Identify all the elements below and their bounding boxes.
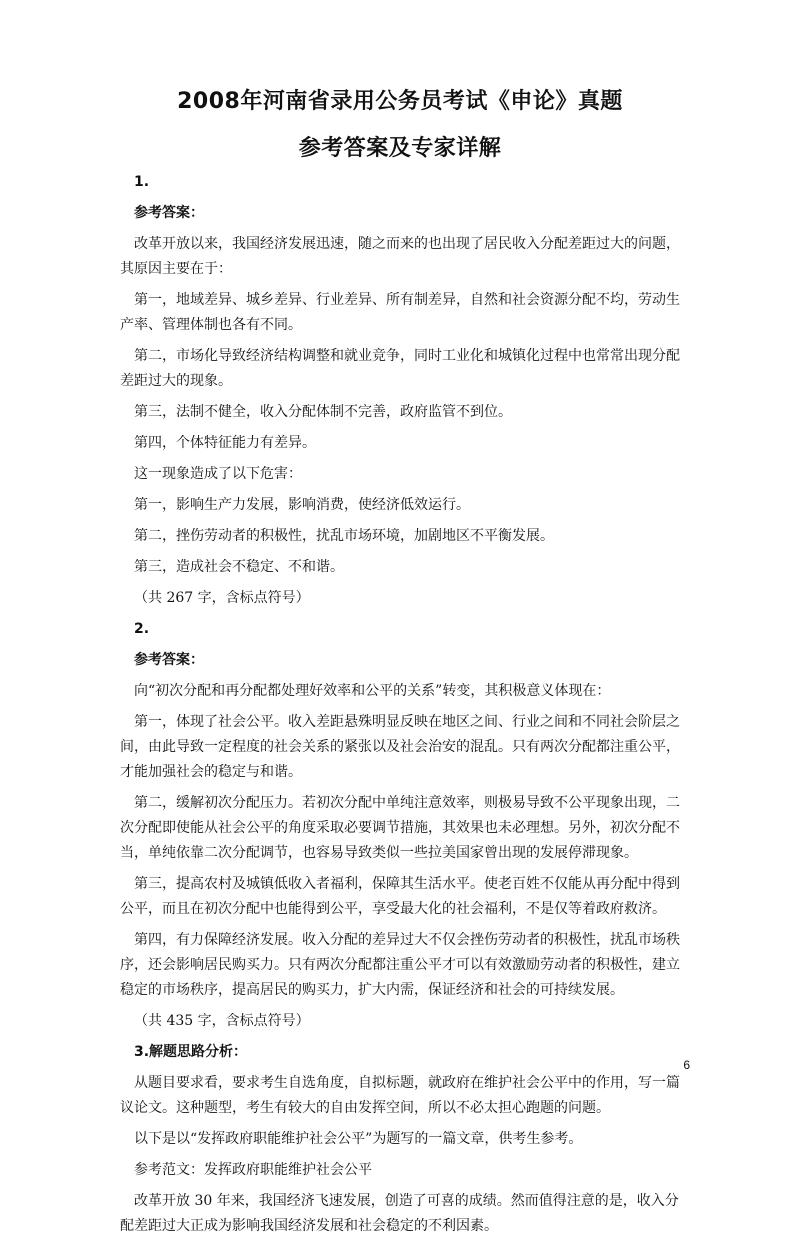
word-count: （共 435 字，含标点符号） [134,1013,310,1029]
paragraph: 第一，影响生产力发展，影响消费，使经济低效运行。 [134,497,470,513]
paragraph: 第一，地域差异、城乡差异、行业差异、所有制差异，自然和社会资源分配不均，劳动生产率、管理体制也各有不同。 [120,292,680,333]
paragraph: 参考范文：发挥政府职能维护社会公平 [134,1162,372,1178]
section-1-label: 参考答案： [134,205,204,221]
paragraph: 这一现象造成了以下危害： [134,466,302,482]
paragraph: 第一，体现了社会公平。收入差距悬殊明显反映在地区之间、行业之间和不同社会阶层之间，由此导致一定程度的社会关系的紧张以及社会治安的混乱。只有两次分配都注重公平，才能加强社会的稳定与和谐。 [120,714,680,780]
section-2-number: 2. [134,621,150,637]
word-count: （共 267 字，含标点符号） [134,590,310,606]
paragraph: 第二，挫伤劳动者的积极性，扰乱市场环境，加剧地区不平衡发展。 [134,528,554,544]
section-1-number: 1. [134,174,150,190]
section-3-heading: 3.解题思路分析： [134,1044,248,1060]
paragraph: 第二，市场化导致经济结构调整和就业竞争，同时工业化和城镇化过程中也常常出现分配差距过大的现象。 [120,348,680,389]
paragraph: 向“初次分配和再分配都处理好效率和公平的关系”转变，其积极意义体现在： [134,683,611,699]
document-body [120,170,690,1245]
paragraph: 改革开放 30 年来，我国经济飞速发展，创造了可喜的成绩。然而值得注意的是，收入分配差距过大正成为影响我国经济发展和社会稳定的不利因素。 [120,1193,679,1234]
paragraph: 以下是以“发挥政府职能维护社会公平”为题写的一篇文章，供考生参考。 [134,1131,583,1147]
paragraph: 改革开放以来，我国经济发展迅速，随之而来的也出现了居民收入分配差距过大的问题，其原因主要在于： [120,236,680,277]
paragraph: 第三，造成社会不稳定、不和谐。 [134,559,344,575]
document-subtitle: 参考答案及专家详解 [298,136,502,161]
paragraph: 第三，提高农村及城镇低收入者福利，保障其生活水平。使老百姓不仅能从再分配中得到公平，而且在初次分配中也能得到公平，享受最大化的社会福利，不是仅等着政府救济。 [120,876,680,917]
paragraph: 第四，有力保障经济发展。收入分配的差异过大不仅会挫伤劳动者的积极性，扰乱市场秩序，还会影响居民购买力。只有两次分配都注重公平才可以有效激励劳动者的积极性，建立稳定的市场秩序，提高居民的购买力，扩大内需，保证经济和社会的可持续发展。 [120,932,680,998]
paragraph: 第四，个体特征能力有差异。 [134,435,316,451]
paragraph: 第二，缓解初次分配压力。若初次分配中单纯注意效率，则极易导致不公平现象出现，二次分配即使能从社会公平的角度采取必要调节措施，其效果也未必理想。另外，初次分配不当，单纯依靠二次分配调节，也容易导致类似一些拉美国家曾出现的发展停滞现象。 [120,795,680,861]
document-title: 2008年河南省录用公务员考试《申论》真题 [177,89,623,114]
section-2-label: 参考答案： [134,652,204,668]
page-number: 6 [683,1058,690,1072]
paragraph: 第三，法制不健全，收入分配体制不完善，政府监管不到位。 [134,404,512,420]
paragraph: 从题目要求看，要求考生自选角度，自拟标题，就政府在维护社会公平中的作用，写一篇议论文。这种题型，考生有较大的自由发挥空间，所以不必太担心跑题的问题。 [120,1075,680,1116]
